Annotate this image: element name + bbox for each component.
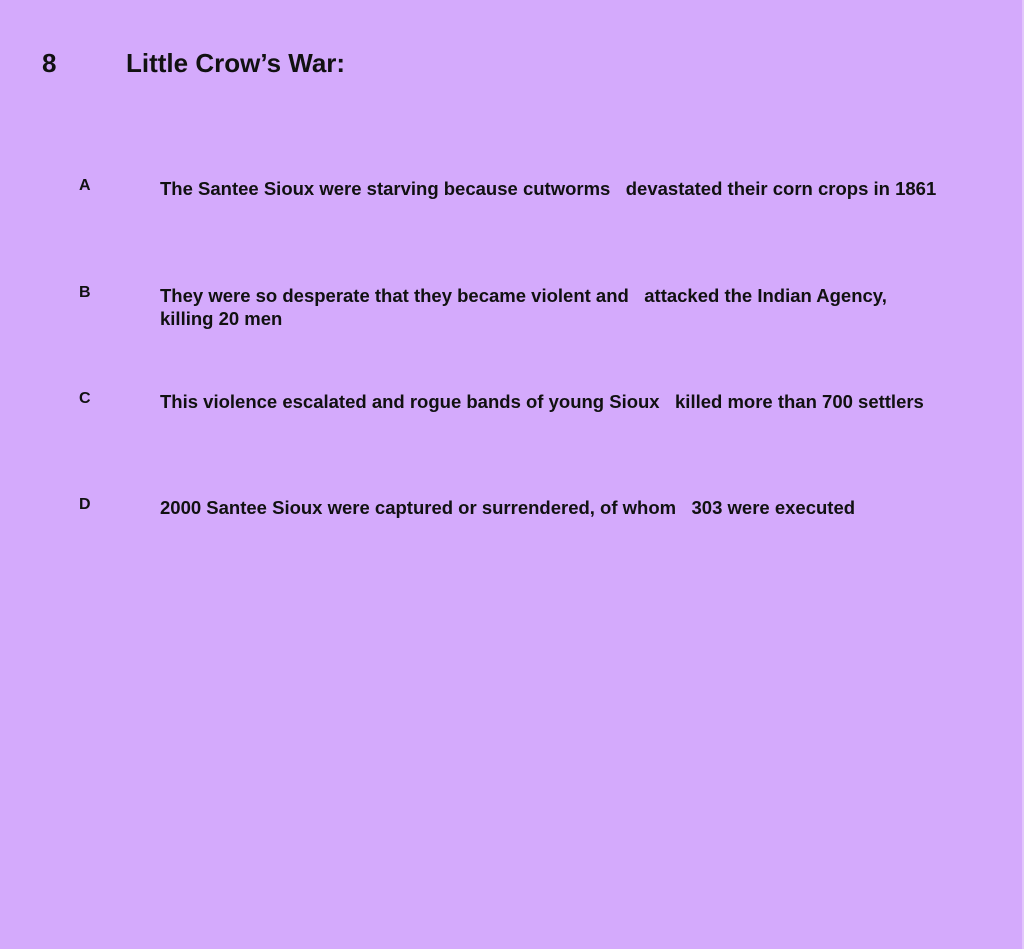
option-c-text: This violence escalated and rogue bands of young Sioux killed more than 700 settlers [160, 391, 924, 412]
slide-title: Little Crow’s War: [126, 48, 346, 78]
option-a-text: The Santee Sioux were starving because cutworms devastated their corn crops in 1861 [160, 178, 937, 199]
option-b-letter: B [79, 284, 91, 301]
option-b-text: They were so desperate that they became violent and attacked the Indian Agency, killing 20 men [160, 285, 887, 329]
option-a-letter: A [79, 177, 91, 194]
option-d-text: 2000 Santee Sioux were captured or surrendered, of whom 303 were executed [160, 497, 856, 518]
slide-number: 8 [42, 48, 57, 78]
option-c-letter: C [79, 390, 91, 407]
option-d-letter: D [79, 496, 91, 513]
